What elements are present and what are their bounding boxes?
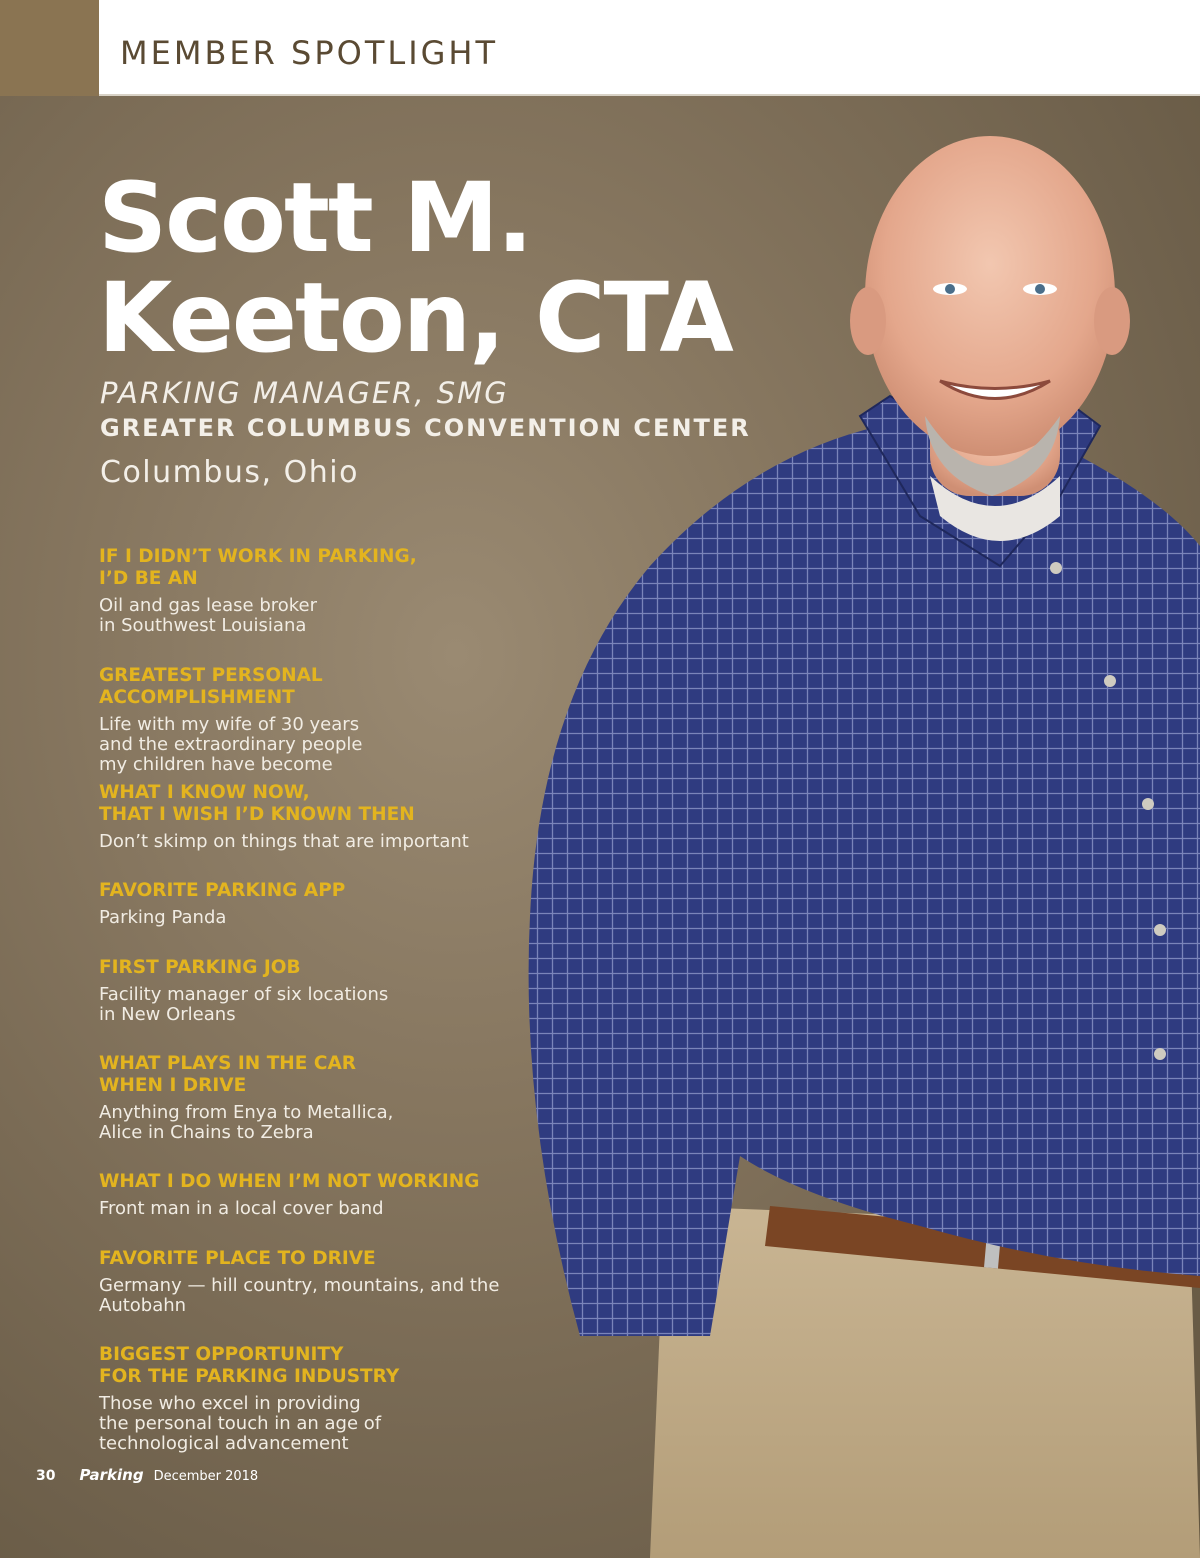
qa-item <box>99 1053 519 1143</box>
question: WHAT I KNOW NOW, THAT I WISH I’D KNOWN THEN <box>99 782 415 825</box>
job-title: PARKING MANAGER, SMG <box>100 376 509 410</box>
qa-item <box>99 957 519 1025</box>
question: BIGGEST OPPORTUNITY FOR THE PARKING INDUSTRY <box>99 1344 400 1387</box>
qa-item <box>99 1344 519 1454</box>
question: FAVORITE PARKING APP <box>99 880 346 901</box>
answer: Germany — hill country, mountains, and the Autobahn <box>99 1275 500 1316</box>
answer: Oil and gas lease broker in Southwest Louisiana <box>99 595 318 636</box>
header-accent-block <box>0 0 99 96</box>
question: GREATEST PERSONAL ACCOMPLISHMENT <box>99 665 323 708</box>
answer: Those who excel in providing the personal touch in an age of technological advancement <box>99 1393 382 1454</box>
answer: Facility manager of six locations in New Orleans <box>99 984 389 1025</box>
answer: Front man in a local cover band <box>99 1198 384 1219</box>
location: Columbus, Ohio <box>100 455 359 490</box>
qa-item <box>99 1171 519 1219</box>
question: FIRST PARKING JOB <box>99 957 301 978</box>
question: FAVORITE PLACE TO DRIVE <box>99 1248 376 1269</box>
qa-item <box>99 546 519 636</box>
issue-date: December 2018 <box>153 1469 259 1484</box>
answer: Life with my wife of 30 years and the extraordinary people my children have become <box>99 714 363 775</box>
section-label: MEMBER SPOTLIGHT <box>120 34 499 72</box>
person-name <box>98 162 732 374</box>
qa-item <box>99 1248 539 1316</box>
qa-item <box>99 880 519 928</box>
answer: Anything from Enya to Metallica, Alice in Chains to Zebra <box>99 1102 394 1143</box>
magazine-name: Parking <box>79 1466 144 1484</box>
answer: Parking Panda <box>99 907 227 928</box>
question: IF I DIDN’T WORK IN PARKING, I’D BE AN <box>99 546 417 589</box>
qa-item <box>99 665 519 775</box>
page-footer <box>36 1466 258 1484</box>
face-shape <box>865 136 1115 456</box>
qa-item <box>99 782 519 852</box>
organization-name: GREATER COLUMBUS CONVENTION CENTER <box>100 414 751 442</box>
question: WHAT I DO WHEN I’M NOT WORKING <box>99 1171 480 1192</box>
person-name-line-2: Keeton, CTA <box>98 262 732 374</box>
answer: Don’t skimp on things that are important <box>99 831 469 852</box>
person-name-line-1: Scott M. <box>98 162 532 274</box>
page-number: 30 <box>36 1468 56 1484</box>
question: WHAT PLAYS IN THE CAR WHEN I DRIVE <box>99 1053 357 1096</box>
